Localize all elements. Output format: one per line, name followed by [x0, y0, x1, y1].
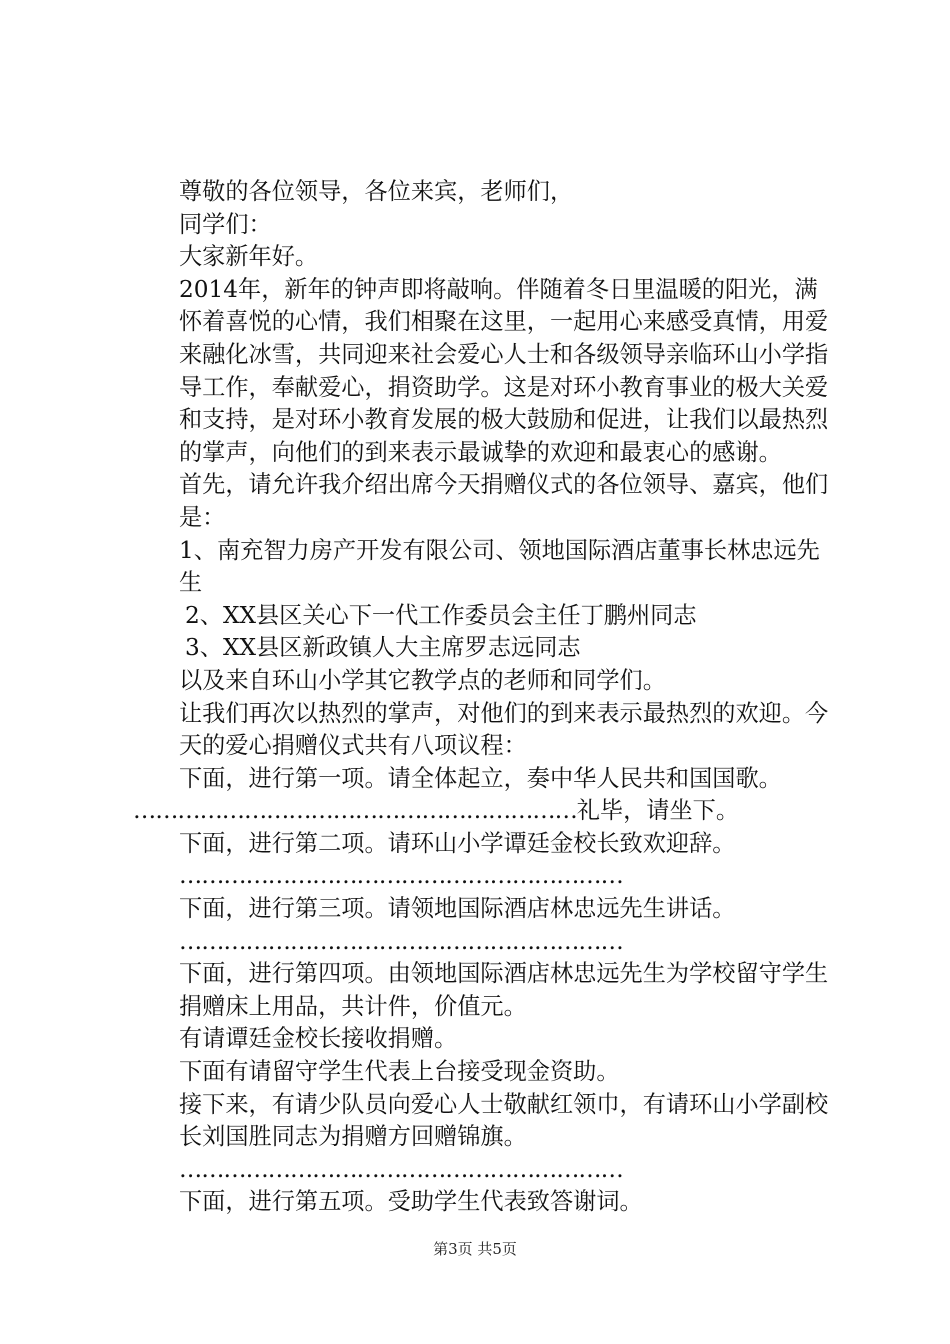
dotted-leader: ……………………………………………………	[179, 927, 623, 955]
guest-item-1: 1、南充智力房产开发有限公司、领地国际酒店董事长林忠远先生	[179, 536, 820, 597]
salutation-students: 同学们：	[179, 210, 272, 238]
dotted-leader: ……………………………………………………	[179, 1155, 623, 1183]
salutation-line: 尊敬的各位领导，各位来宾，老师们，	[179, 178, 574, 205]
opening-paragraph: 2014年，新年的钟声即将敲响。伴随着冬日里温暖的阳光，满怀着喜悦的心情，我们相聚在这里，一起用心来感受真情，用爱来融化冰雪，共同迎来社会爱心人士和各级领导亲临环山小学指导工作，奉献爱心，捐资助学。这是对环小教育事业的极大关爱和支持，是对环小教育发展的极大鼓励和促进，让我们以最热烈的掌声，向他们的到来表示最诚挚的欢迎和最衷心的感谢。	[179, 275, 829, 466]
dotted-leader: ……………………………………………………	[179, 862, 623, 890]
agenda-item-5: 下面，进行第五项。受助学生代表致答谢词。	[179, 1188, 643, 1216]
guest-item-2: 2、XX县区关心下一代工作委员会主任丁鹏州同志	[185, 601, 697, 629]
agenda-item-3: 下面，进行第三项。请领地国际酒店林忠远先生讲话。	[179, 895, 736, 923]
agenda-item-1-closing: 礼毕，请坐下。	[576, 797, 740, 825]
introduction-paragraph: 首先，请允许我介绍出席今天捐赠仪式的各位领导、嘉宾，他们是：	[179, 471, 829, 531]
agenda-item-4-receive: 有请谭廷金校长接收捐赠。	[179, 1025, 458, 1053]
agenda-intro: 让我们再次以热烈的掌声，对他们的到来表示最热烈的欢迎。今天的爱心捐赠仪式共有八项议程：	[179, 699, 829, 760]
agenda-item-1: 下面，进行第一项。请全体起立，奏中华人民共和国国歌。	[179, 764, 782, 792]
guest-others: 以及来自环山小学其它教学点的老师和同学们。	[179, 666, 666, 694]
guest-item-3: 3、XX县区新政镇人大主席罗志远同志	[185, 634, 581, 662]
page-footer: 第3页 共5页	[433, 1240, 517, 1258]
dotted-leader: ……………………………………………………	[133, 797, 577, 825]
agenda-item-2: 下面，进行第二项。请环山小学谭廷金校长致欢迎辞。	[179, 829, 736, 857]
greeting: 大家新年好。	[179, 243, 319, 271]
agenda-item-4-funding: 下面有请留守学生代表上台接受现金资助。	[179, 1058, 620, 1086]
document-body	[133, 176, 837, 1219]
agenda-item-1-continuation	[133, 795, 837, 828]
agenda-item-4-scarf: 接下来，有请少队员向爱心人士敬献红领巾，有请环山小学副校长刘国胜同志为捐赠方回赠锦旗。	[179, 1090, 829, 1151]
agenda-item-4: 下面，进行第四项。由领地国际酒店林忠远先生为学校留守学生捐赠床上用品，共计件，价值元。	[179, 960, 829, 1020]
